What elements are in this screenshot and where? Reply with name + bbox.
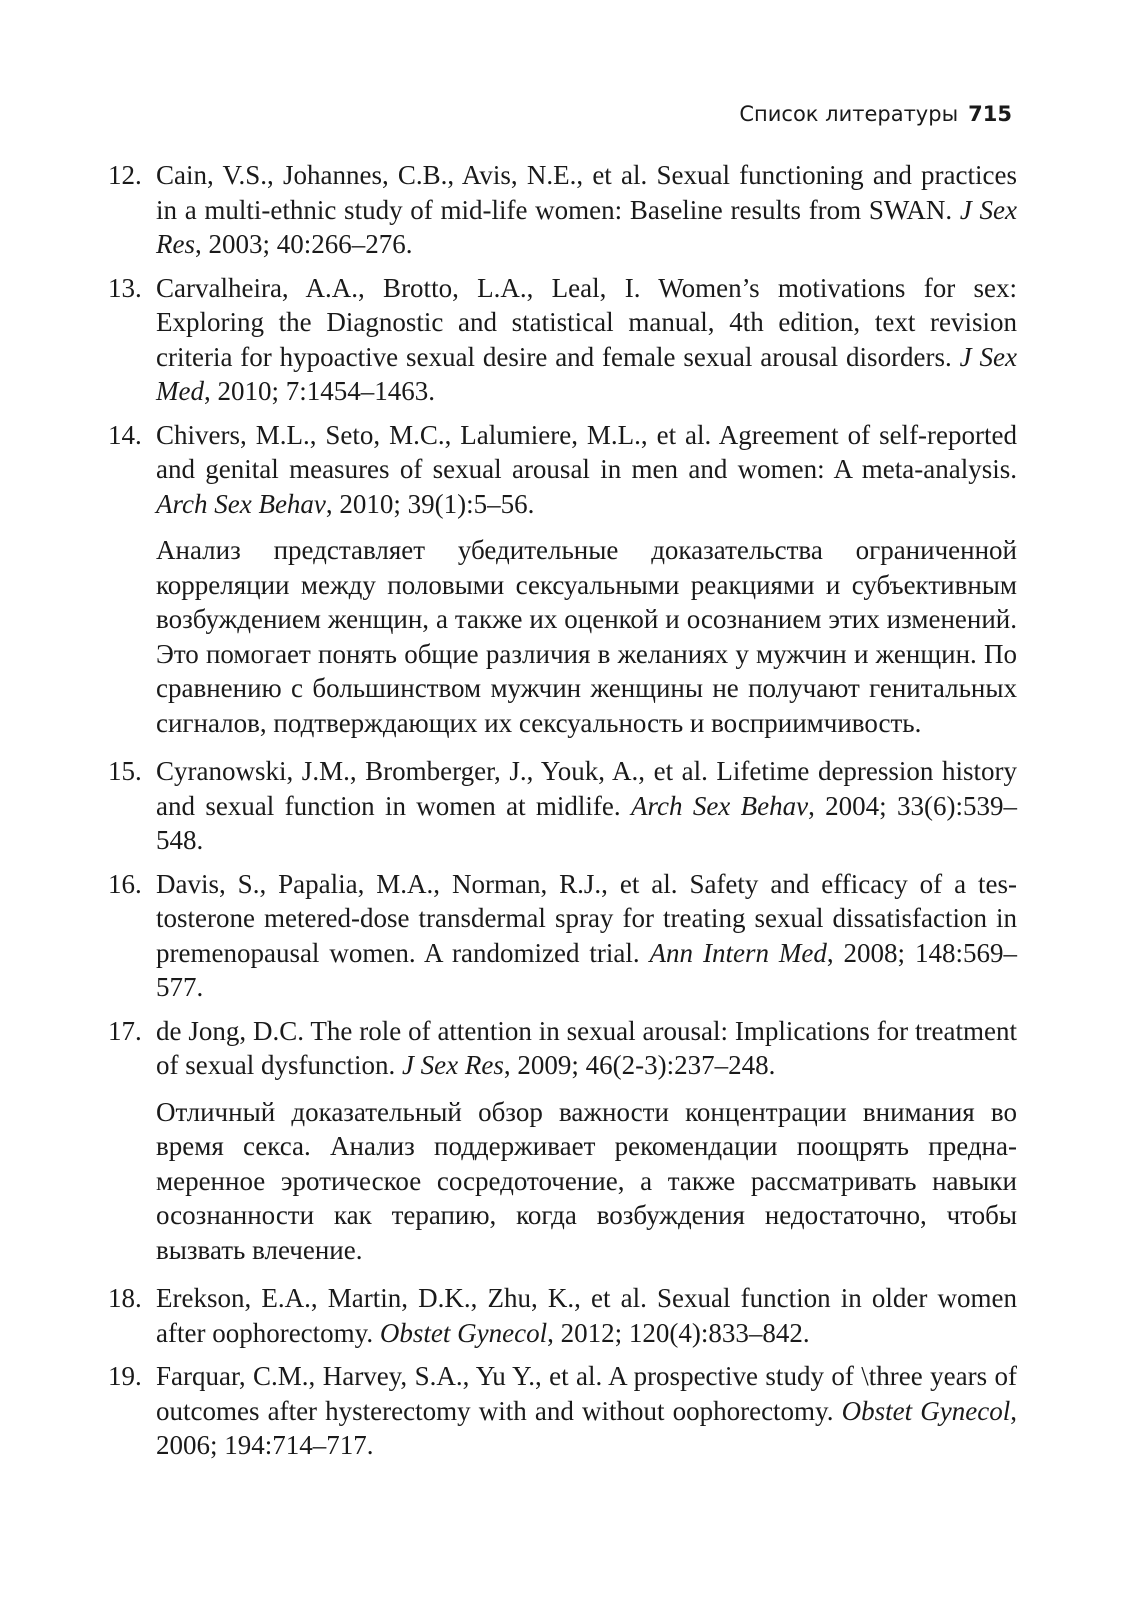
reference-number: 12. [108,160,142,190]
reference-details: , 2008; 148:569–577. [156,937,1017,1002]
reference-authors-title: Cain, V.S., Johannes, C.B., Avis, N.E., et al. Sexual functioning and practices in a multi-ethnic study of mid-life women: Baseline results from SWAN. [156,160,1017,225]
reference-item [108,271,1017,409]
reference-journal: J Sex Res [156,194,1017,259]
reference-item [108,1359,1017,1463]
reference-number: 18. [108,1283,142,1313]
reference-number: 15. [108,756,142,786]
reference-journal: Obstet Gynecol [379,1317,548,1348]
reference-journal: Ann Intern Med [649,937,827,968]
reference-details: , 2009; 46(2-3):237–248. [503,1050,776,1080]
reference-details: , 2010; 39(1):5–56. [325,488,535,519]
reference-list [108,158,1017,1472]
reference-annotation: Анализ представляет убедительные доказательства ограниченной корреляции между половыми сексуальными реакциями и субъективным возбуждением женщин, а также их оценкой и осознанием этих изменений. Это помогает понять общие различия в желаниях у мужчин и женщин. По сравнению с большинством мужчин женщины не получают генитальных сигналов, подтверждающих их сексуальность и восприимчивость. [156,535,1017,738]
reference-authors-title: Farquar, C.M., Harvey, S.A., Yu Y., et al. A prospective study of \three years of outcomes after hysterectomy with and without oophorectomy. [156,1361,1017,1426]
reference-number: 13. [108,272,142,303]
reference-item [108,418,1017,522]
reference-item [108,754,1017,858]
reference-journal: Arch Sex Behav [631,790,809,821]
reference-number: 16. [108,868,142,899]
page-number: 715 [968,102,1012,126]
running-head [739,98,1012,130]
reference-annotation: Отличный доказательный обзор важности концентрации внимания во время секса. Анализ поддерживает рекомендации поощрять преднамеренное эротическое сосредоточение, а также рассматривать навыки осознанности как терапию, когда возбуждения недостаточно, чтобы вызвать влечение. [156,1096,1017,1265]
reference-number: 17. [108,1015,142,1046]
reference-details: , 2012; 120(4):833–842. [547,1317,810,1348]
reference-journal: J Sex Med [156,341,1017,406]
section-title: Список литературы [739,102,959,126]
reference-journal: Arch Sex Behav [156,488,326,519]
reference-authors-title: Chivers, M.L., Seto, M.C., Lalumiere, M.L., et al. Agreement of self-reported and genital measures of sexual arousal in men and women: A meta-analysis. [156,419,1017,484]
reference-authors-title: Carvalheira, A.A., Brotto, L.A., Leal, I. Women’s motivations for sex: Exploring the Diagnostic and statistical manual, 4th edition, text revision criteria for hypoactive sexual desire and female sexual arousal disorders. [156,272,1017,372]
reference-details: , 2006; 194:714–717. [156,1395,1017,1460]
reference-item [108,867,1017,1005]
reference-number: 19. [108,1361,142,1391]
reference-number: 14. [108,419,142,450]
reference-authors-title: Erekson, E.A., Martin, D.K., Zhu, K., et al. Sexual function in older women after oophorectomy. [156,1283,1017,1348]
reference-details: , 2010; 7:1454–1463. [203,376,435,406]
reference-item [108,1014,1017,1083]
reference-journal: J Sex Res [401,1050,504,1080]
reference-item [108,158,1017,262]
reference-authors-title: Cyranowski, J.M., Bromberger, J., Youk, A., et al. Lifetime depression history and sexual function in women at midlife. [156,756,1017,821]
reference-journal: Obstet Gynecol [841,1395,1011,1426]
reference-details: , 2004; 33(6):539–548. [156,790,1017,855]
reference-item [108,1281,1017,1350]
reference-authors-title: de Jong, D.C. The role of attention in sexual arousal: Implications for treatment of sexual dysfunction. [156,1015,1017,1080]
reference-authors-title: Davis, S., Papalia, M.A., Norman, R.J., et al. Safety and efficacy of a testosterone metered-dose transdermal spray for treating sexual dissatisfaction in premenopausal women. A randomized trial. [156,868,1017,968]
reference-details: , 2003; 40:266–276. [194,229,413,259]
